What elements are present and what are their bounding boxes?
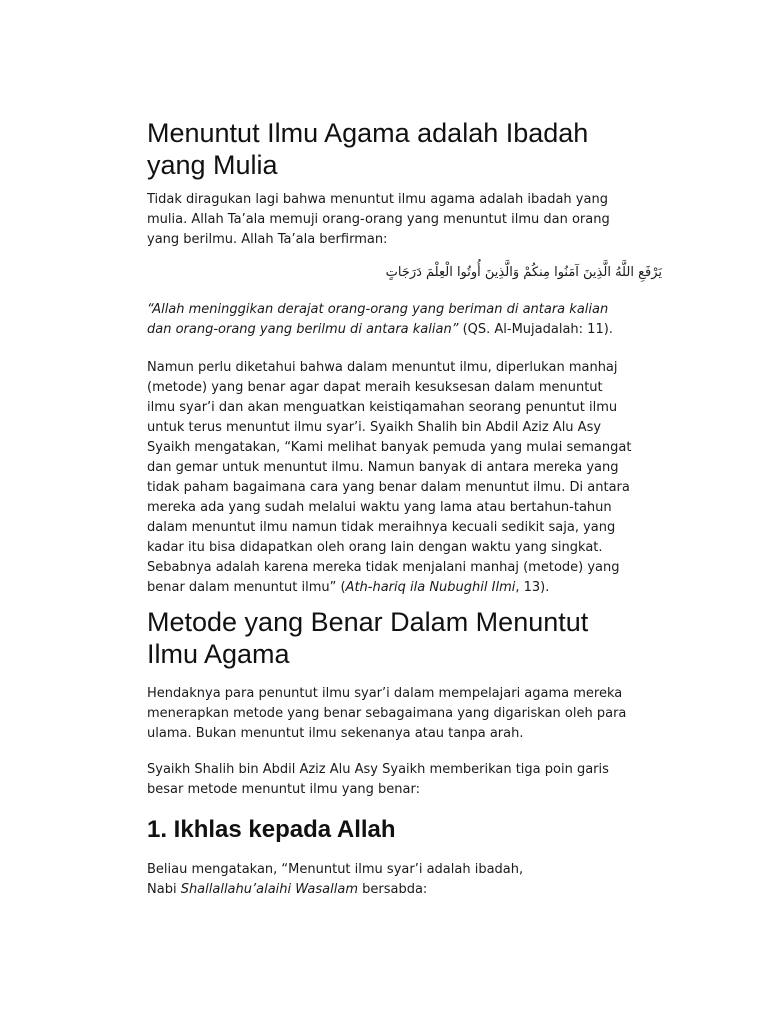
text-line: menerapkan metode yang benar sebagaimana yang digariskan oleh para — [147, 706, 627, 721]
manhaj-paragraph — [147, 358, 667, 598]
text-line: Namun perlu diketahui bahwa dalam menuntut ilmu, diperlukan manhaj — [147, 360, 618, 375]
subsection-heading: 1. Ikhlas kepada Allah — [147, 816, 396, 843]
translation-paragraph — [147, 300, 667, 340]
salawat-text: Shallallahu’alaihi Wasallam — [180, 882, 358, 897]
text-line: , 13). — [515, 580, 550, 595]
text-line: benar dalam menuntut ilmu” ( — [147, 580, 346, 595]
text-line: ulama. Bukan menuntut ilmu sekenanya atau tanpa arah. — [147, 726, 524, 741]
text-line: Nabi — [147, 882, 181, 897]
text-line: ilmu syar’i dan akan menguatkan keistiqamahan seorang penuntut ilmu — [147, 400, 618, 415]
text-line: (metode) yang benar agar dapat meraih kesuksesan dalam menuntut — [147, 380, 603, 395]
translation-italic: dan orang-orang yang berilmu di antara kalian” — [147, 322, 459, 337]
text-line: dalam menuntut ilmu namun tidak meraihnya kecuali sedikit saja, yang — [147, 520, 616, 535]
heading-line: Menuntut Ilmu Agama adalah Ibadah — [147, 118, 589, 148]
section-heading — [147, 606, 588, 670]
main-heading — [147, 117, 588, 181]
points-paragraph — [147, 760, 667, 800]
heading-line: yang Mulia — [147, 150, 278, 180]
text-line: Beliau mengatakan, “Menuntut ilmu syar’i adalah ibadah, — [147, 862, 524, 877]
text-line: kadar itu bisa didapatkan oleh orang lain dengan waktu yang singkat. — [147, 540, 603, 555]
text-line: Syaikh mengatakan, “Kami melihat banyak pemuda yang mulai semangat — [147, 440, 632, 455]
heading-line: Metode yang Benar Dalam Menuntut — [147, 607, 589, 637]
text-line: untuk terus menuntut ilmu syar’i. Syaikh Shalih bin Abdil Aziz Alu Asy — [147, 420, 602, 435]
text-line: yang berilmu. Allah Ta’ala berfirman: — [147, 232, 388, 247]
text-line: mereka ada yang sudah melalui waktu yang lama atau bertahun-tahun — [147, 500, 612, 515]
method-paragraph — [147, 684, 667, 744]
heading-line: Ilmu Agama — [147, 639, 290, 669]
arabic-verse: يَرْفَعِ اللَّهُ الَّذِينَ آمَنُوا مِنكُمْ وَالَّذِينَ أُوتُوا الْعِلْمَ دَرَجَاتٍ — [385, 265, 662, 280]
text-line: mulia. Allah Ta’ala memuji orang-orang yang menuntut ilmu dan orang — [147, 212, 610, 227]
verse-reference: (QS. Al-Mujadalah: 11). — [458, 322, 613, 337]
intro-paragraph — [147, 190, 667, 250]
book-title: Ath-hariq ila Nubughil Ilmi — [345, 580, 516, 595]
text-line: Tidak diragukan lagi bahwa menuntut ilmu agama adalah ibadah yang — [147, 192, 608, 207]
text-line: Syaikh Shalih bin Abdil Aziz Alu Asy Syaikh memberikan tiga poin garis — [147, 762, 609, 777]
translation-italic: “Allah meninggikan derajat orang-orang yang beriman di antara kalian — [147, 302, 609, 317]
text-line: tidak paham bagaimana cara yang benar dalam menuntut ilmu. Di antara — [147, 480, 630, 495]
ikhlas-paragraph — [147, 860, 667, 900]
text-line: Sebabnya adalah karena mereka tidak menjalani manhaj (metode) yang — [147, 560, 620, 575]
text-line: bersabda: — [357, 882, 428, 897]
text-line: besar metode menuntut ilmu yang benar: — [147, 782, 420, 797]
text-line: dan gemar untuk menuntut ilmu. Namun banyak di antara mereka yang — [147, 460, 619, 475]
text-line: Hendaknya para penuntut ilmu syar’i dalam mempelajari agama mereka — [147, 686, 623, 701]
